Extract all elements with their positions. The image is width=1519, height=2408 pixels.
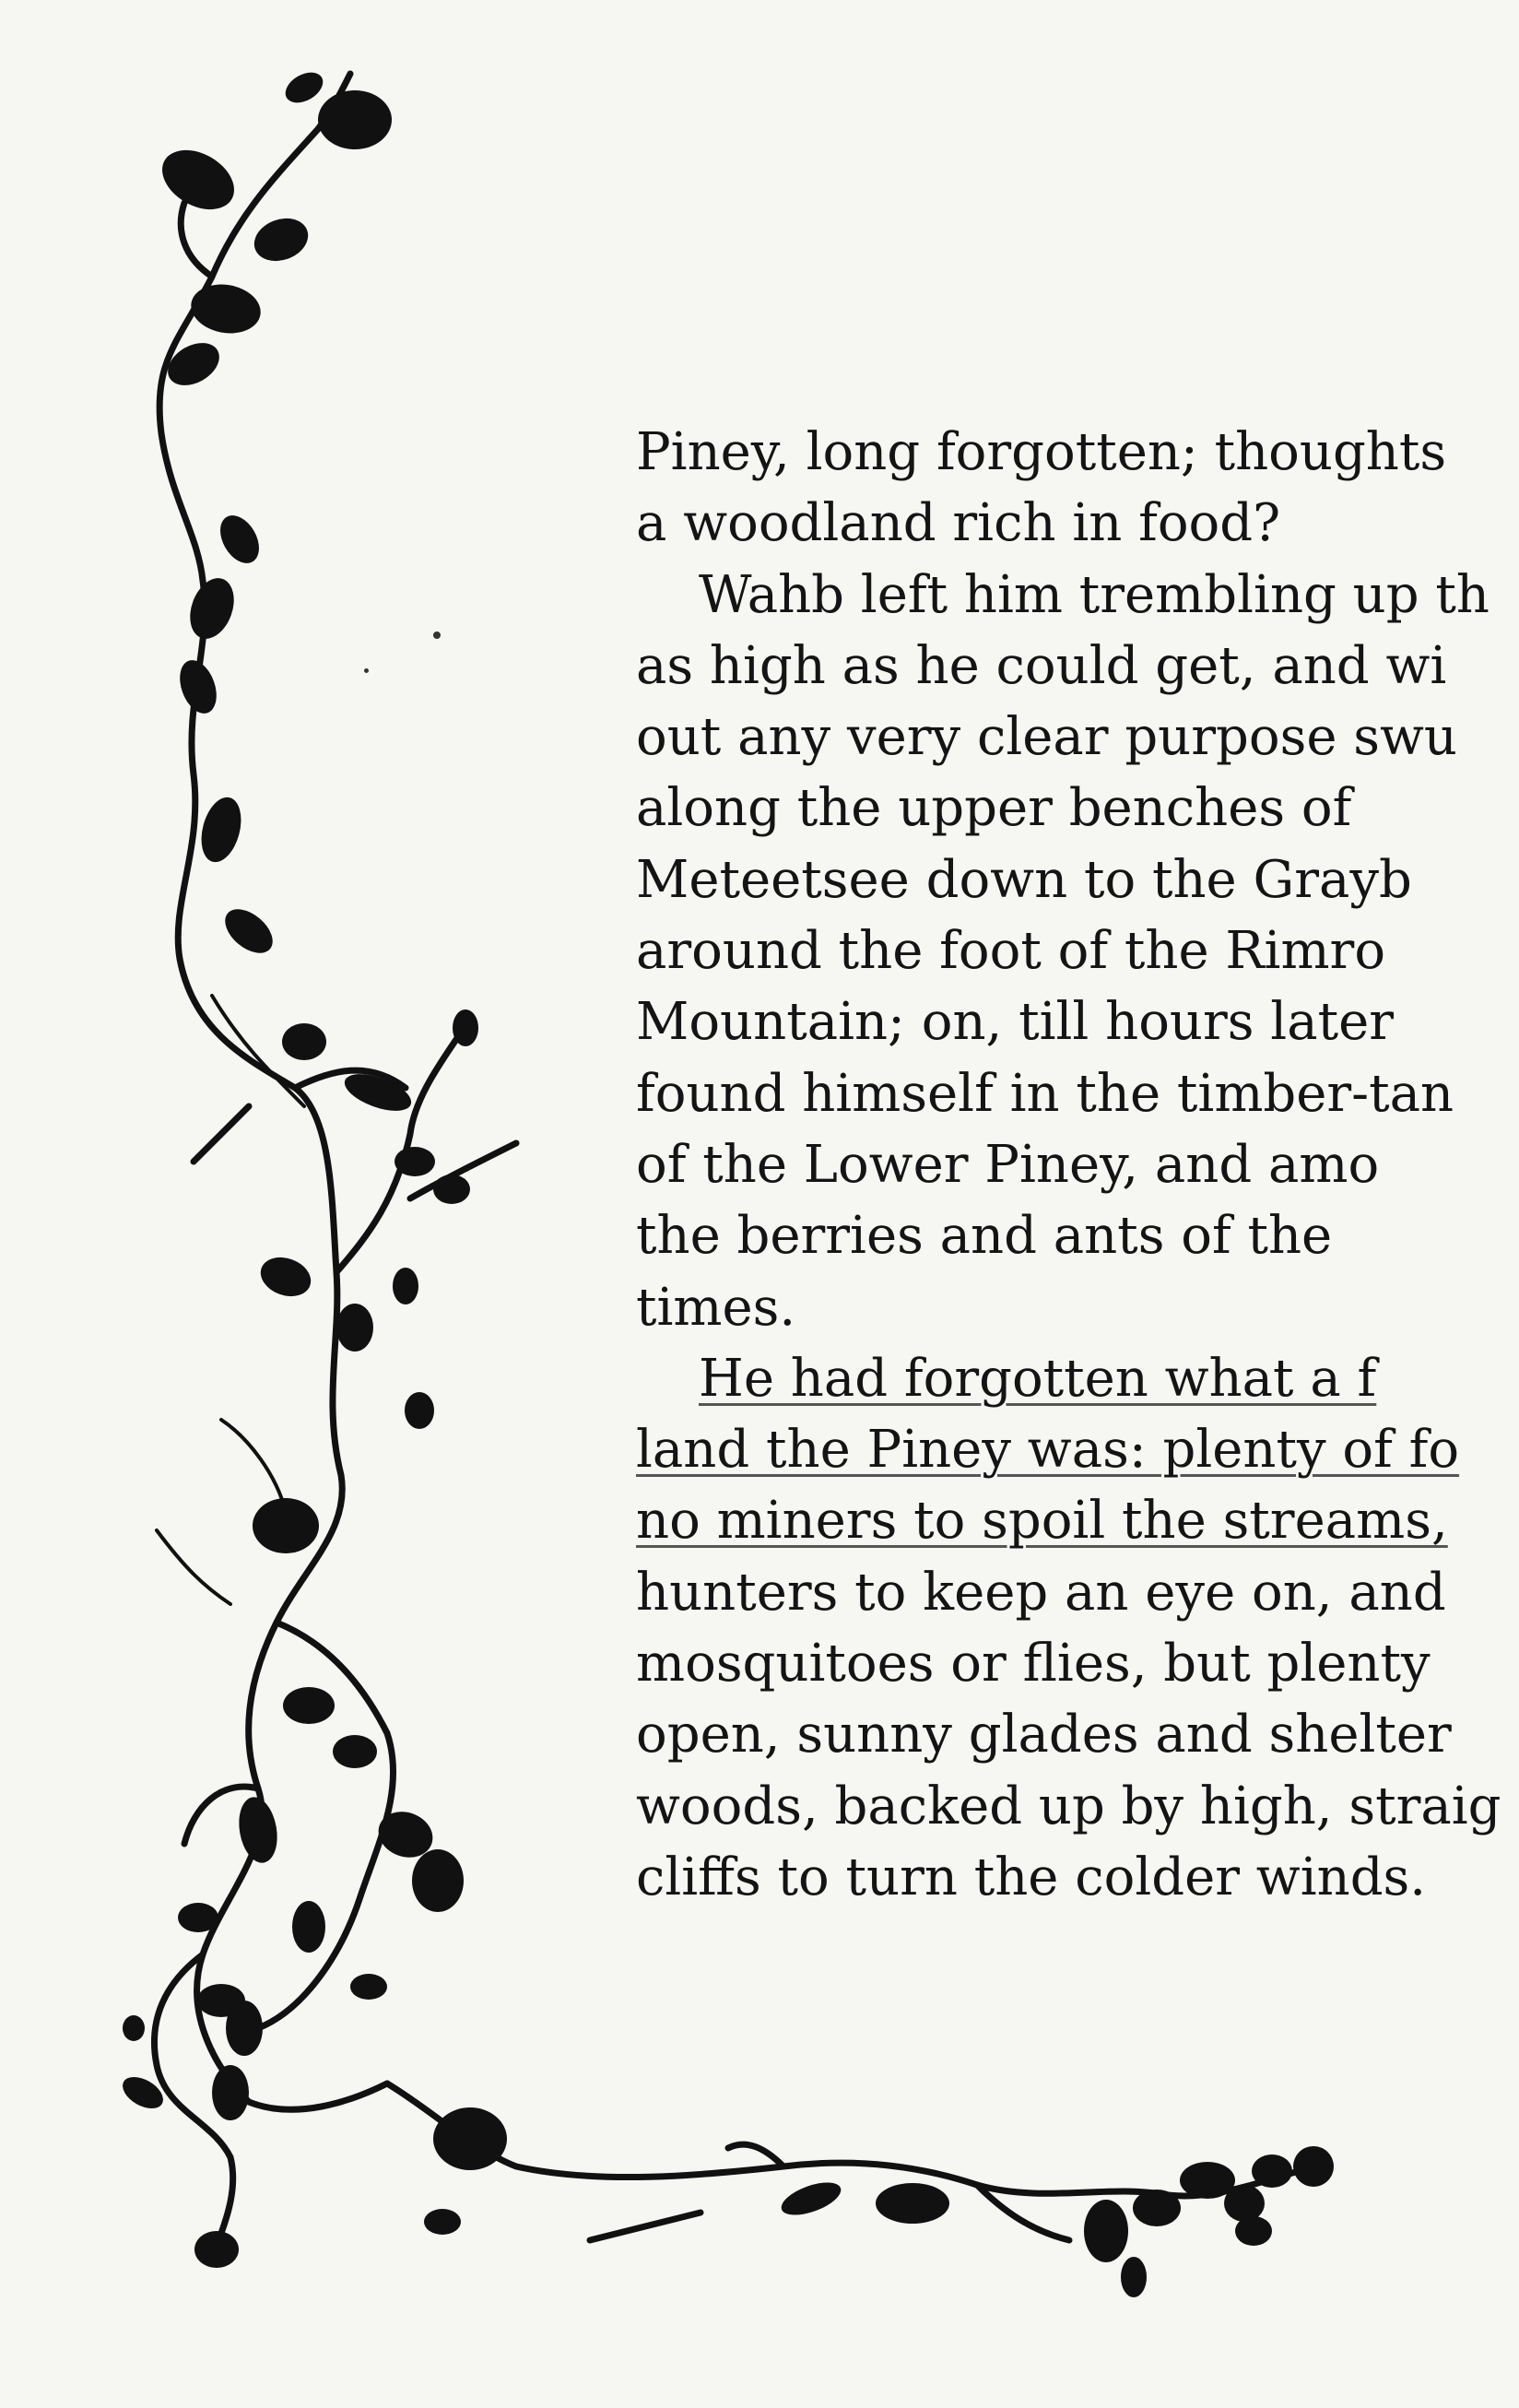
text-line: He had forgotten what a f (699, 1348, 1377, 1409)
text-line: Meteetsee down to the Grayb (636, 849, 1412, 910)
text-line: open, sunny glades and shelter (636, 1705, 1452, 1765)
paragraph-forgotten (636, 1343, 1519, 1913)
paragraph-wahb-left (636, 560, 1519, 1343)
ink-speck (433, 632, 441, 639)
text-line: mosquitoes or flies, but plenty (636, 1634, 1431, 1694)
text-line: a woodland rich in food? (636, 493, 1281, 554)
text-line: found himself in the timber-tan (636, 1063, 1454, 1124)
paragraph-continuation (636, 417, 1519, 560)
text-line: cliffs to turn the colder winds. (636, 1847, 1427, 1907)
body-text (636, 417, 1519, 1913)
text-line: Piney, long forgotten; thoughts (636, 422, 1447, 482)
text-line: woods, backed up by high, straig (636, 1776, 1501, 1836)
text-line: Wahb left him trembling up th (699, 564, 1490, 625)
text-line: the berries and ants of the (636, 1206, 1333, 1267)
text-line: Mountain; on, till hours later (636, 992, 1395, 1053)
text-line: around the foot of the Rimro (636, 921, 1386, 982)
text-line: land the Piney was: plenty of fo (636, 1420, 1460, 1481)
text-line: times. (636, 1277, 796, 1338)
text-line: of the Lower Piney, and amo (636, 1134, 1380, 1195)
text-line: no miners to spoil the streams, (636, 1491, 1448, 1552)
ink-speck (364, 668, 369, 673)
text-line: hunters to keep an eye on, and (636, 1562, 1446, 1623)
text-line: as high as he could get, and wi (636, 635, 1447, 696)
text-line: out any very clear purpose swu (636, 707, 1457, 768)
text-line: along the upper benches of (636, 778, 1352, 839)
